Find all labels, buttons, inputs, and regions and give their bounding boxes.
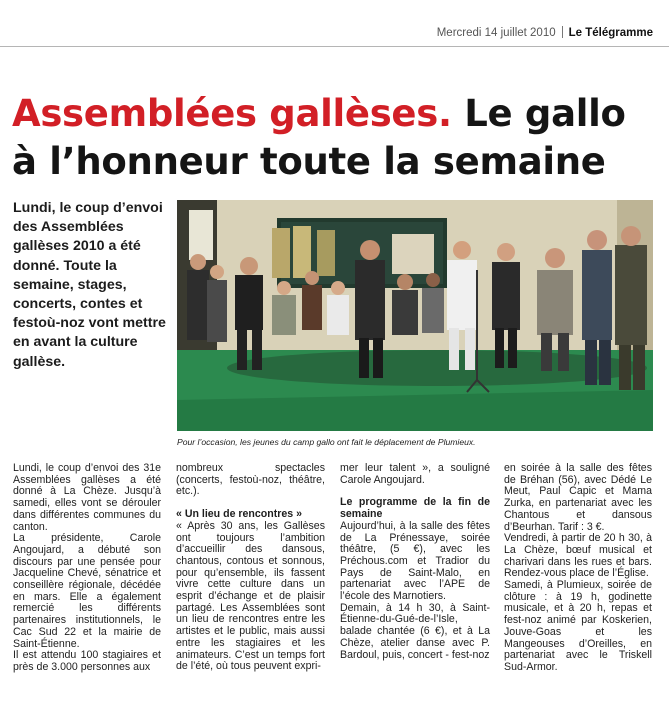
- photo-caption: Pour l’occasion, les jeunes du camp gallo ont fait le déplacement de Plumieux.: [177, 437, 476, 447]
- paragraph: « Après 30 ans, les Gallèses ont toujours l’ambition d’accueillir des dansous, chantous, contous et sonnous, pour qu’ensemble, ils fassent vivre cette culture dans un esprit d’échange et de plaisir partagé. Les Assemblées sont un lieu de rencontres entre les artistes et le public, mais aussi entre les stagiaires et les animateurs. C’est un temps fort de l’été, où tous peuvent expri-: [176, 519, 325, 673]
- article-column-3: [340, 463, 490, 661]
- page-header: [437, 26, 653, 39]
- headline: [12, 90, 662, 186]
- headline-title: Le gallo à l’honneur toute la semaine: [12, 92, 626, 183]
- header-separator: [562, 26, 563, 38]
- lead-paragraph: Lundi, le coup d’envoi des Assemblées gallèses 2010 a été donné. Toute la semaine, stages, concerts, contes et festoù-noz vont mettre en avant la culture gallèse.: [13, 200, 166, 370]
- header-rule: [0, 46, 669, 47]
- paragraph: Vendredi, à partir de 20 h 30, à La Chèze, bœuf musical et charivari dans les rues et bars. Rendez-vous place de l’Église.: [504, 532, 652, 580]
- paragraph: Il est attendu 100 stagiaires et près de 3.000 personnes aux: [13, 649, 161, 673]
- paragraph: mer leur talent », a souligné Carole Angoujard.: [340, 462, 490, 486]
- paragraph: nombreux spectacles (concerts, festoù-noz, théâtre, etc.).: [176, 462, 325, 498]
- paragraph: en soirée à la salle des fêtes de Bréhan (56), avec Dédé Le Meut, Paul Capic et Mama Zurka, en partenariat avec les Chantous et dansous d’Beurhan. Tarif : 3 €.: [504, 462, 652, 533]
- paragraph: Demain, à 14 h 30, à Saint-Étienne-du-Gué-de-l’Isle, balade chantée (6 €), et à La Chèze, atelier danse avec P. Bardoul, puis, concert - fest-noz: [340, 601, 490, 661]
- newspaper-name: Le Télégramme: [568, 27, 653, 39]
- article-column-2: [176, 463, 325, 673]
- paragraph: Samedi, à Plumieux, soirée de clôture : à 19 h, godinette musicale, et à 20 h, repas et fest-noz animé par Koskerien, Jouve-Goas et les Mangeouses d’Oreilles, en partenariat avec le Triskell Sud-Armor.: [504, 579, 652, 673]
- article-photo: [177, 200, 653, 431]
- headline-kicker: Assemblées gallèses.: [12, 92, 452, 135]
- paragraph: Aujourd’hui, à la salle des fêtes de La Prénessaye, soirée théâtre, (5 €), avec les Préchous.com et Tradior du Pays de Saint-Malo, en partenariat avec l’APE de l’école des Marnotiers.: [340, 519, 490, 603]
- group-photo-illustration: [177, 200, 653, 431]
- publication-date: Mercredi 14 juillet 2010: [436, 27, 556, 39]
- paragraph: Lundi, le coup d’envoi des 31e Assemblées gallèses a été donné à La Chèze. Jusqu’à samedi, elles vont se dérouler dans différentes communes du canton.: [13, 462, 161, 533]
- article-column-1: [13, 463, 161, 674]
- subheading: « Un lieu de rencontres »: [176, 508, 302, 521]
- article-column-4: [504, 463, 652, 674]
- paragraph: La présidente, Carole Angoujard, a débuté son discours par une pensée pour Jacqueline Chevé, sénatrice et conseillère régionale, décédée en mars. Elle a également remercié les différents partenaires institutionnels, le Cac Sud 22 et la mairie de Saint-Étienne.: [13, 532, 161, 650]
- subheading: Le programme de la fin de semaine: [340, 496, 490, 521]
